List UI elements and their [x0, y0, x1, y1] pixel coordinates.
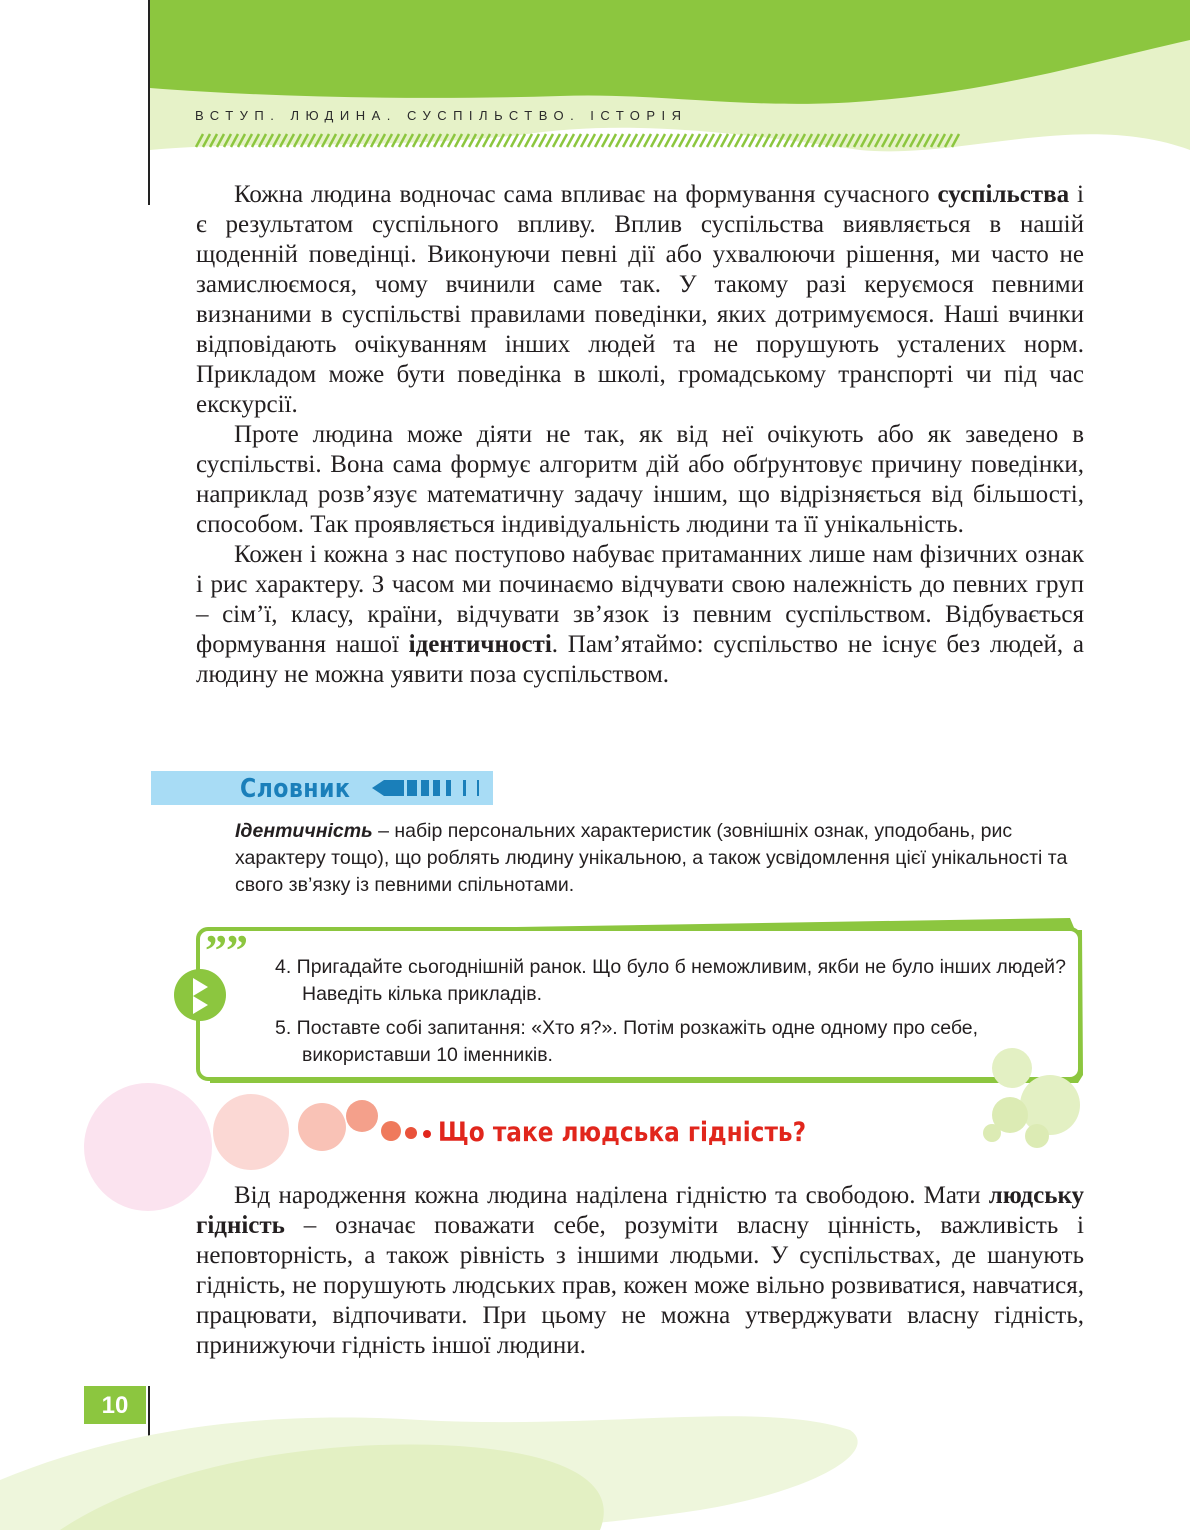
dictionary-definition: Ідентичність – набір персональних характеристик (зовнішніх ознак, уподобань, рис характеру тощо), що роблять людину унікальною, а також усвідомлення цієї унікальності та свого зв’язку із певними спільнотами. — [235, 820, 1068, 896]
dictionary-term: Ідентичність — [235, 820, 373, 842]
paragraph: Кожна людина водночас сама впливає на формування сучасного суспільства і є результатом суспільного впливу. Вплив суспільства виявляється в нашій щоденній поведінці. Виконуючи певні дії або ухвалюючи рішення, ми часто не замислюємося, чому вчинили саме так. У такому разі керуємося певними визнаними в суспільстві правилами поведінки, яких дотримуємося. Наші вчинки відповідають очікуванням інших людей та не порушують усталених норм. Прикладом може бути поведінка в школі, громадському транспорті чи під час екскурсії. — [196, 181, 1084, 418]
svg-text:”: ” — [226, 926, 248, 975]
paragraph: Кожен і кожна з нас поступово набуває притаманних лише нам фізичних ознак і рис характеру. З часом ми починаємо відчувати свою належність до певних груп – сім’ї, класу, країни, відчувати зв’язок із певним суспільством. Відбувається формування нашої ідентичності. Пам’ятаймо: суспільство не існує без людей, а людину не можна уявити поза суспільством. — [196, 541, 1085, 688]
running-title: ВСТУП. ЛЮДИНА. СУСПІЛЬСТВО. ІСТОРІЯ — [195, 108, 688, 123]
page-number: 10 — [101, 1392, 129, 1419]
bold-term: людську гідність — [196, 1182, 1084, 1239]
task-number: 5. — [275, 1017, 292, 1039]
bold-term: ідентичності — [408, 631, 552, 658]
svg-text:”: ” — [205, 926, 227, 975]
dictionary-title: Словник — [240, 774, 351, 804]
bold-term: суспільства — [937, 181, 1070, 208]
task-item: 4. Пригадайте сьогоднішній ранок. Що було б неможливим, якби не було інших людей? Наведіть кілька прикладів. — [275, 956, 1066, 1005]
paragraph: Проте людина може діяти не так, як від неї очікують або як заведено в суспільстві. Вона сама формує алгоритм дій або обґрунтовує причину поведінки, наприклад розв’язує математичну задачу іншим, що відрізняється від більшості, способом. Так проявляється індивідуальність людини та її унікальність. — [196, 421, 1084, 538]
section-heading: Що таке людська гідність? — [438, 1117, 807, 1148]
task-number: 4. — [275, 956, 292, 978]
paragraph: Від народження кожна людина наділена гідністю та свободою. Мати людську гідність – означає поважати себе, розуміти власну цінність, важливість і неповторність, а також рівність з іншими людьми. У суспільствах, де шанують гідність, не порушують людських прав, кожен може вільно розвиватися, навчатися, працювати, відпочивати. При цьому не можна утверджувати власну гідність, принижуючи гідність іншої людини. — [196, 1182, 1084, 1359]
task-item: 5. Поставте собі запитання: «Хто я?». Потім розкажіть одне одному про себе, використавши 10 іменників. — [275, 1017, 979, 1066]
